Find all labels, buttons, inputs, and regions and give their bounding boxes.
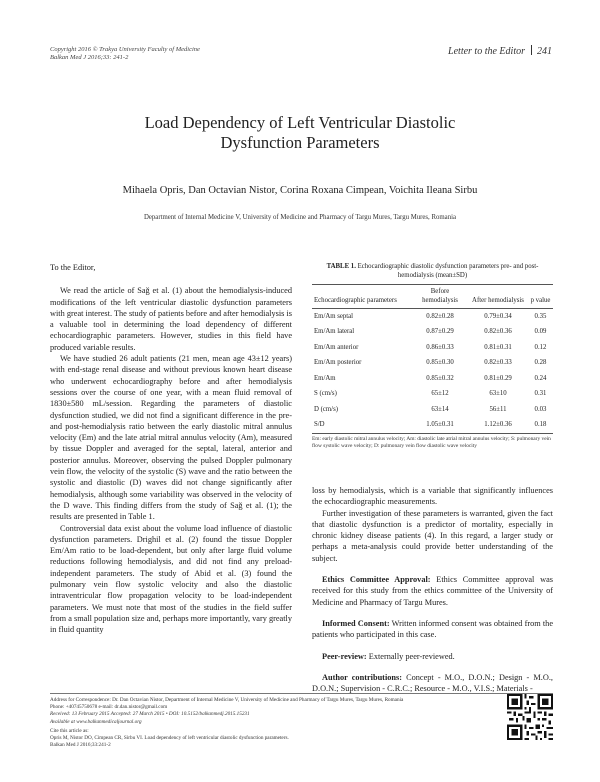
col-header-p-value: p value [528, 285, 553, 309]
cell: 0.24 [534, 374, 547, 382]
cell: 56±11 [489, 405, 507, 413]
results-table [312, 284, 553, 434]
cell: 0.12 [534, 343, 547, 351]
journal-url: Available at www.balkanmedicaljournal.org [50, 718, 142, 725]
greeting: To the Editor, [50, 263, 96, 272]
contributions-label: Author contributions: [322, 672, 402, 682]
paragraph-5: Further investigation of these parameters is warranted, given the fact that diastolic dysfunction is a predictor of mortality, especially in chronic kidney disease patients (4). In this regard, a larger study or perhaps a meta-analysis could provide better understanding of the subject. [312, 508, 553, 563]
cell: 0.31 [534, 390, 547, 397]
cell: 0.35 [534, 312, 547, 320]
left-column [50, 262, 292, 636]
paragraph-2: We have studied 26 adult patients (21 men, mean age 43±12 years) with end-stage renal disease and without previous known heart disease who underwent echocardiography before and after hemodialysis sessions over the course of one year, with a mean fluid removal of 1830±580 mL/session. Regarding the parameters of diastolic dysfunction studied, we did not find a significant difference in the pre- and post-hemodialysis ratio between the early diastolic mitral annulus velocity (Em) and the late atrial mitral annulus velocity (Am), measured by tissue Doppler and averaged for the septal, lateral, anterior and posterior annulus. Moreover, observing the pulsed Doppler pulmonary vein flow, the velocity of the systolic (S) wave and the ratio between the systolic and diastolic (D) waves did not change significantly after hemodialysis, although some variability was observed in the velocity of the D wave. This finding differs from the study of Sağ et al. (1); the results are presented in Table 1. [50, 354, 292, 522]
affiliation: Department of Internal Medicine V, University of Medicine and Pharmacy of Targu Mures, Targu Mures, Romania [143, 214, 456, 221]
table-row [312, 371, 553, 387]
cell: Em/Am lateral [314, 328, 355, 335]
table-caption [312, 263, 553, 280]
table-row [312, 325, 553, 341]
copyright-line: Copyright 2016 © Trakya University Faculty of Medicine [50, 46, 200, 53]
ethics-statement [312, 574, 553, 608]
article-title [0, 113, 600, 153]
cite-label: Cite this article as: [50, 727, 89, 734]
cell: 0.03 [534, 405, 547, 413]
cell: 0.81±0.29 [484, 374, 512, 382]
section-label: Letter to the Editor [448, 46, 525, 57]
cite-text: Opris M, Nistor DO, Cimpean CR, Sirbu VI. Load dependency of left ventricular diastolic dysfunction parameters. [50, 735, 289, 742]
cell: 0.18 [528, 418, 553, 434]
right-column [312, 485, 553, 694]
cell: 0.85±0.32 [426, 374, 454, 382]
table-row [312, 309, 553, 325]
cell: 0.82±0.28 [426, 312, 454, 320]
cell: 0.28 [534, 359, 547, 366]
author-contributions [312, 672, 553, 695]
author-list: Mihaela Opris, Dan Octavian Nistor, Corina Roxana Cimpean, Voichita Ileana Sirbu [122, 185, 478, 196]
correspondence-footer [50, 697, 490, 749]
journal-header [50, 46, 200, 62]
cell: 63±14 [431, 405, 449, 413]
page-number: 241 [537, 46, 552, 57]
header-divider [531, 45, 532, 55]
correspondence-address: Address for Correspondence: Dr. Dan Octavian Nistor, Department of Internal Medicine V, University of Medicine and Pharmacy of Targu Mures, Targu Mures, Romania [50, 697, 404, 703]
cell: 0.09 [534, 328, 547, 335]
contributions-text: Concept - M.O., D.O.N.; Design - M.O., D.O.N.; Supervision - C.R.C.; Resource - M.O., V.I.S.; Materials - [312, 672, 553, 694]
table-row [312, 402, 553, 418]
table-caption-label: TABLE 1. [326, 263, 356, 270]
ethics-text: Ethics Committee approval was received for this study from the ethics committee of the University of Medicine and Pharmacy of Targu Mures. [312, 575, 553, 607]
cell: 0.81±0.31 [484, 343, 512, 351]
table-caption-text: Echocardiographic diastolic dysfunction parameters pre- and post-hemodialysis (mean±SD) [355, 263, 539, 279]
cell: Em/Am anterior [314, 343, 359, 351]
col-header-after: After hemodialysis [468, 285, 528, 309]
ethics-label: Ethics Committee Approval: [322, 575, 431, 585]
table-row [312, 340, 553, 356]
table-row [312, 418, 553, 434]
cell: Em/Am posterior [314, 359, 362, 366]
section-header [448, 45, 552, 57]
footer-divider [50, 693, 553, 694]
paragraph-1: We read the article of Sağ et al. (1) about the hemodialysis-induced modifications of the left ventricular diastolic dysfunction parameters with great interest. The study of patients before and after hemodialysis is a valuable tool in determining the load dependency of different echocardiographic parameters. However, studies in this field have produced variable results. [50, 286, 292, 352]
cell: 0.82±0.33 [484, 359, 512, 366]
cell: 1.05±0.31 [412, 418, 468, 434]
col-header-before: Before hemodialysis [412, 285, 468, 309]
paragraph-3: Controversial data exist about the volume load influence of diastolic dysfunction parameters. Drighil et al. (2) found the tissue Doppler Em/Am ratio to be load-dependent, but only after large fluid volume reductions following hemodialysis, and did not find any preload-independent parameters. The study of Abid et al. (3) found the pulmonary vein flow systolic velocity and also the diastolic intraventricular flow propagation velocity to be load-independent parameters. We must note that most of the studies in the field suffer from a small population size and, perhaps more importantly, vary greatly in fluid quantity [50, 523, 292, 635]
peer-review-text: Externally peer-reviewed. [366, 651, 455, 661]
paragraph-4: loss by hemodialysis, which is a variable that significantly influences the echocardiographic measurements. [312, 486, 553, 507]
consent-text: Written informed consent was obtained from the patients who participated in this case. [312, 618, 553, 640]
cell: 0.79±0.34 [484, 312, 512, 320]
journal-citation: Balkan Med J 2016;33: 241-2 [50, 54, 129, 61]
table-row [312, 387, 553, 403]
cell: Em/Am septal [314, 312, 354, 320]
consent-statement [312, 618, 553, 641]
cell: 1.12±0.36 [468, 418, 528, 434]
table-header-row [312, 285, 553, 309]
qr-code-icon [507, 694, 553, 740]
peer-review-label: Peer-review: [322, 651, 367, 661]
cell: 65±12 [431, 390, 449, 397]
article-dates: Received: 13 February 2015 Accepted: 27 March 2015 • DOI: 10.5152/balkanmedj.2015.15231 [50, 711, 250, 718]
title-line-1: Load Dependency of Left Ventricular Diastolic [144, 113, 456, 132]
table-row [312, 356, 553, 372]
cite-journal: Balkan Med J 2016;33:241-2 [50, 742, 111, 749]
consent-label: Informed Consent: [322, 618, 390, 628]
cell: Em/Am [314, 374, 336, 382]
cell: S (cm/s) [314, 390, 337, 397]
cell: 63±10 [489, 390, 507, 397]
contact-info: Phone: +40745750678 e-mail: dr.dan.nistor@gmail.com [50, 704, 168, 711]
table-1 [312, 263, 553, 450]
cell: S/D [312, 418, 412, 434]
table-footnote: Em: early diastolic mitral annulus velocity; Am: diastolic late atrial mitral annulus velocity; S: pulmonary vein flow systolic wave velocity; D: pulmonary vein flow diastolic wave velocity [312, 436, 551, 449]
title-line-2: Dysfunction Parameters [220, 133, 380, 152]
cell: D (cm/s) [314, 405, 338, 413]
cell: 0.85±0.30 [426, 359, 454, 366]
col-header-parameter: Echocardiographic parameters [312, 285, 412, 309]
peer-review-statement [312, 651, 553, 662]
cell: 0.86±0.33 [426, 343, 454, 351]
cell: 0.87±0.29 [426, 328, 454, 335]
cell: 0.82±0.36 [484, 328, 512, 335]
